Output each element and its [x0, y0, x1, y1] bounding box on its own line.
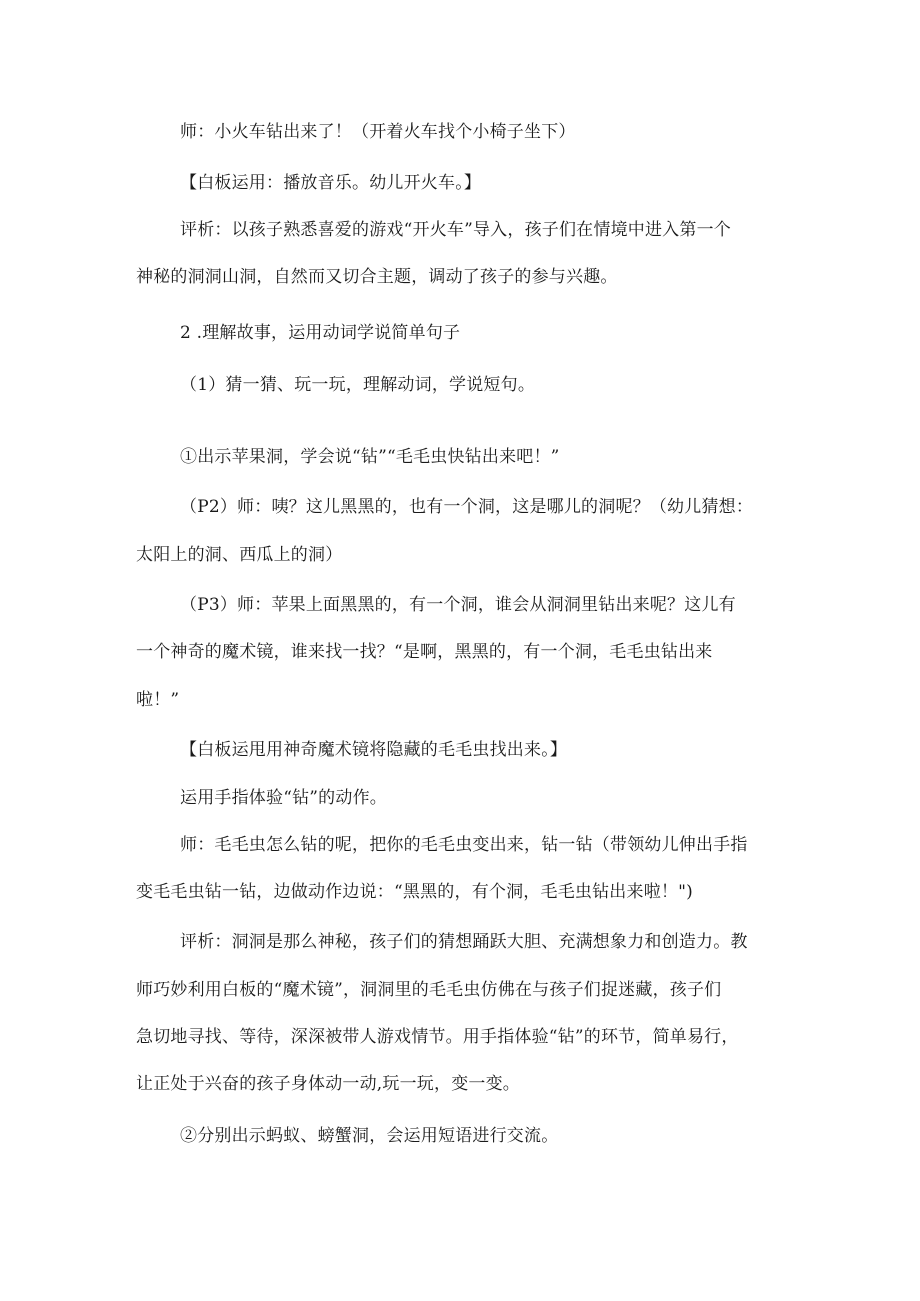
- teacher-caterpillar-line-2: 变毛毛虫钻一钻，边做动作边说：“黑黑的，有个洞，毛毛虫钻出来啦！"): [136, 882, 693, 902]
- p3-paragraph-line-2: 一个神奇的魔术镜，谁来找一找？“是啊，黑黑的，有一个洞，毛毛虫钻出来: [136, 642, 713, 662]
- p2-paragraph-line-1: （P2）师：咦？这儿黑黑的，也有一个洞，这是哪儿的洞呢？（幼儿猜想：: [180, 497, 754, 517]
- p2-paragraph-line-2: 太阳上的洞、西瓜上的洞）: [136, 545, 343, 565]
- section-heading-2: 2 .理解故事，运用动词学说简单句子: [180, 323, 461, 343]
- analysis-paragraph-2-line-1: 评析：洞洞是那么神秘，孩子们的猜想踊跃大胆、充满想象力和创造力。教: [180, 932, 748, 952]
- analysis-paragraph-2-line-4: 让正处于兴奋的孩子身体动一动,玩一玩，变一变。: [136, 1074, 521, 1094]
- analysis-paragraph-2-line-3: 急切地寻找、等待，深深被带人游戏情节。用手指体验“钻”的环节，简单易行，: [136, 1027, 739, 1047]
- finger-experience-line: 运用手指体验“钻”的动作。: [180, 788, 387, 808]
- analysis-paragraph-1-line-2: 神秘的洞洞山洞，自然而又切合主题，调动了孩子的参与兴趣。: [136, 267, 618, 287]
- teacher-caterpillar-line-1: 师：毛毛虫怎么钻的呢，把你的毛毛虫变出来，钻一钻（带领幼儿伸出手指: [180, 835, 748, 855]
- analysis-paragraph-1-line-1: 评析：以孩子熟悉喜爱的游戏“开火车”导入，孩子们在情境中进入第一个: [180, 220, 731, 240]
- whiteboard-note-magic-mirror: 【白板运甩用神奇魔术镜将隐藏的毛毛虫找出来。】: [180, 740, 568, 760]
- subsection-heading-1: （1）猜一猜、玩一玩，理解动词，学说短句。: [180, 375, 536, 395]
- p3-paragraph-line-1: （P3）师：苹果上面黑黑的，有一个洞，谁会从洞洞里钻出来呢？这儿有: [180, 595, 736, 615]
- item-1-apple-hole: ①出示苹果洞，学会说“钻”“毛毛虫快钻出来吧！”: [180, 447, 560, 467]
- teacher-line-train: 师：小火车钻出来了！（开着火车找个小椅子坐下）: [180, 122, 576, 142]
- p3-paragraph-line-3: 啦！”: [136, 690, 180, 710]
- item-2-ant-crab-holes: ②分别出示蚂蚁、螃蟹洞，会运用短语进行交流。: [180, 1126, 559, 1146]
- analysis-paragraph-2-line-2: 师巧妙利用白板的“魔术镜”，洞洞里的毛毛虫仿佛在与孩子们捉迷藏，孩子们: [136, 980, 722, 1000]
- whiteboard-note-music: 【白板运用：播放音乐。幼儿开火车。】: [180, 173, 482, 193]
